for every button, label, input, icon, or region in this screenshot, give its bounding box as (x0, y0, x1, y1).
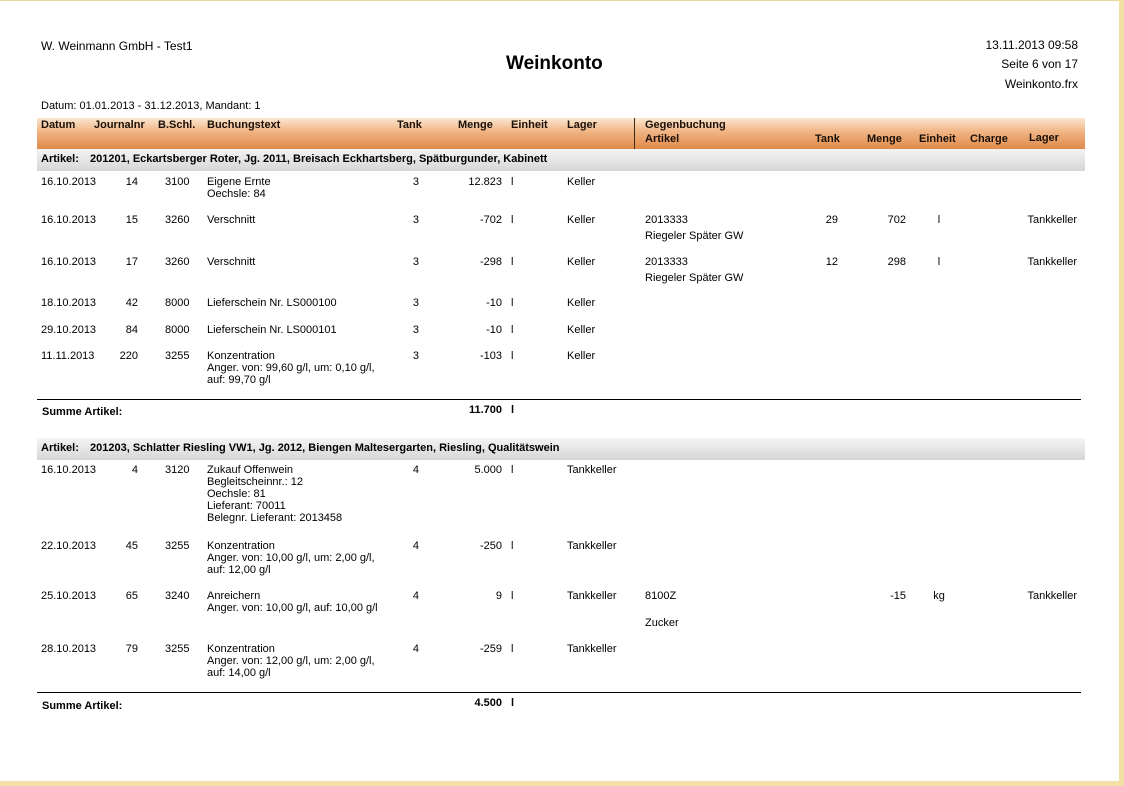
cell-gegen-lager: Tankkeller (1027, 214, 1077, 226)
cell-menge: 12.823 (468, 176, 502, 188)
cell-tank: 3 (412, 256, 419, 268)
cell-tank: 4 (412, 643, 419, 655)
cell-tank: 4 (412, 464, 419, 476)
cell-menge: -103 (479, 350, 502, 362)
cell-buchungstext (207, 176, 271, 200)
buchungstext-line: auf: 12,00 g/l (207, 564, 271, 576)
buchungstext-line: Konzentration (207, 643, 275, 655)
cell-bschl: 3260 (165, 214, 190, 226)
cell-tank: 3 (412, 324, 419, 336)
article-group-title: 201203, Schlatter Riesling VW1, Jg. 2012, Biengen Maltesergarten, Riesling, Qualitätswein (90, 442, 560, 454)
cell-menge: 9 (495, 590, 502, 602)
cell-gegen-artikel: Riegeler Später GW (645, 230, 744, 242)
cell-lager: Keller (567, 297, 596, 309)
cell-gegen-lager: Tankkeller (1027, 590, 1077, 602)
col-header-g-einheit: Einheit (919, 133, 956, 145)
cell-tank: 4 (412, 540, 419, 552)
cell-gegen-artikel: 8100Z (645, 590, 677, 602)
buchungstext-line: Verschnitt (207, 256, 256, 268)
cell-lager: Keller (567, 324, 596, 336)
cell-lager: Tankkeller (567, 590, 617, 602)
report-file-name: Weinkonto.frx (1004, 77, 1078, 91)
cell-einheit: l (511, 256, 514, 268)
buchungstext-line: Oechsle: 84 (207, 188, 266, 200)
cell-journalnr: 17 (125, 256, 138, 268)
cell-menge: -10 (486, 324, 502, 336)
cell-menge: -250 (479, 540, 502, 552)
column-header-separator (634, 118, 635, 149)
cell-menge: 5.000 (474, 464, 502, 476)
buchungstext-line: Konzentration (207, 350, 275, 362)
cell-buchungstext (207, 590, 378, 614)
cell-gegen-menge: -15 (890, 590, 906, 602)
cell-gegen-menge: 298 (887, 256, 906, 268)
page-frame-bottom (0, 781, 1124, 786)
cell-gegen-einheit: kg (933, 590, 945, 602)
buchungstext-line: Anger. von: 12,00 g/l, um: 2,00 g/l, (207, 655, 375, 667)
sum-rule (37, 399, 1081, 400)
col-header-g-tank: Tank (815, 133, 840, 145)
cell-buchungstext (207, 214, 255, 226)
cell-gegen-menge: 702 (887, 214, 906, 226)
cell-gegen-artikel: 2013333 (645, 256, 688, 268)
cell-bschl: 3120 (165, 464, 190, 476)
report-period: Datum: 01.01.2013 - 31.12.2013, Mandant: 1 (41, 100, 261, 112)
cell-journalnr: 42 (125, 297, 138, 309)
cell-lager: Keller (567, 256, 596, 268)
cell-lager: Tankkeller (567, 464, 617, 476)
cell-bschl: 3255 (165, 643, 190, 655)
cell-tank: 3 (412, 350, 419, 362)
buchungstext-line: Verschnitt (207, 214, 256, 226)
cell-datum: 22.10.2013 (41, 540, 97, 552)
cell-einheit: l (511, 540, 514, 552)
cell-einheit: l (511, 643, 514, 655)
cell-einheit: l (511, 297, 514, 309)
article-group-title: 201201, Eckartsberger Roter, Jg. 2011, Breisach Eckhartsberg, Spätburgunder, Kabinett (90, 153, 548, 165)
cell-journalnr: 14 (125, 176, 138, 188)
cell-datum: 16.10.2013 (41, 214, 97, 226)
cell-bschl: 8000 (165, 324, 190, 336)
buchungstext-line: Konzentration (207, 540, 275, 552)
cell-bschl: 3255 (165, 540, 190, 552)
col-header-menge: Menge (458, 119, 493, 131)
sum-value: 11.700 (468, 404, 502, 416)
buchungstext-line: Eigene Ernte (207, 176, 271, 188)
cell-buchungstext (207, 464, 342, 524)
buchungstext-line: Anger. von: 10,00 g/l, auf: 10,00 g/l (207, 602, 378, 614)
buchungstext-line: Anger. von: 10,00 g/l, um: 2,00 g/l, (207, 552, 375, 564)
cell-tank: 3 (412, 297, 419, 309)
cell-buchungstext (207, 256, 255, 268)
col-header-buchungstext: Buchungstext (207, 119, 281, 131)
col-header-journalnr: Journalnr (94, 119, 145, 131)
cell-gegen-einheit: l (937, 214, 941, 226)
cell-journalnr: 220 (119, 350, 138, 362)
cell-einheit: l (511, 176, 514, 188)
col-header-g-artikel: Artikel (645, 133, 680, 145)
cell-journalnr: 4 (131, 464, 138, 476)
cell-journalnr: 84 (125, 324, 138, 336)
cell-datum: 16.10.2013 (41, 256, 97, 268)
company-name: W. Weinmann GmbH - Test1 (41, 39, 193, 53)
buchungstext-line: Anger. von: 99,60 g/l, um: 0,10 g/l, (207, 362, 375, 374)
buchungstext-line: Lieferant: 70011 (207, 500, 286, 512)
page-number: Seite 6 von 17 (1001, 57, 1078, 71)
col-header-bschl: B.Schl. (158, 119, 196, 131)
cell-buchungstext (207, 350, 375, 386)
cell-tank: 3 (412, 214, 419, 226)
cell-datum: 11.11.2013 (41, 350, 95, 362)
buchungstext-line: Begleitscheinnr.: 12 (207, 476, 304, 488)
buchungstext-line: Lieferschein Nr. LS000100 (207, 297, 337, 309)
cell-datum: 16.10.2013 (41, 176, 97, 188)
article-group-label: Artikel: (41, 153, 79, 165)
cell-einheit: l (511, 590, 514, 602)
buchungstext-line: Lieferschein Nr. LS000101 (207, 324, 337, 336)
cell-buchungstext (207, 297, 337, 309)
cell-gegen-lager: Tankkeller (1027, 256, 1077, 268)
cell-menge: -10 (486, 297, 502, 309)
cell-datum: 29.10.2013 (41, 324, 97, 336)
cell-gegen-artikel: Zucker (645, 617, 679, 629)
cell-journalnr: 15 (125, 214, 138, 226)
cell-bschl: 3240 (165, 590, 190, 602)
sum-rule (37, 692, 1081, 693)
buchungstext-line: Oechsle: 81 (207, 488, 266, 500)
cell-gegen-artikel: 2013333 (645, 214, 688, 226)
sum-value: 4.500 (474, 697, 502, 709)
cell-gegen-tank: 29 (825, 214, 838, 226)
buchungstext-line: auf: 99,70 g/l (207, 374, 271, 386)
col-header-gegenbuchung: Gegenbuchung (645, 119, 726, 131)
buchungstext-line: Zukauf Offenwein (207, 464, 294, 476)
col-header-g-charge: Charge (970, 133, 1008, 145)
cell-datum: 16.10.2013 (41, 464, 97, 476)
cell-gegen-tank: 12 (825, 256, 838, 268)
page-frame-top (0, 0, 1124, 1)
cell-journalnr: 79 (125, 643, 138, 655)
col-header-g-lager: Lager (1029, 132, 1059, 144)
cell-buchungstext (207, 540, 375, 576)
cell-menge: -702 (479, 214, 502, 226)
col-header-datum: Datum (41, 119, 76, 131)
cell-einheit: l (511, 464, 514, 476)
buchungstext-line: auf: 14,00 g/l (207, 667, 271, 679)
cell-bschl: 3255 (165, 350, 190, 362)
cell-menge: -259 (479, 643, 502, 655)
cell-lager: Keller (567, 176, 596, 188)
cell-tank: 4 (412, 590, 419, 602)
cell-buchungstext (207, 643, 375, 679)
cell-einheit: l (511, 324, 514, 336)
report-title: Weinkonto (506, 53, 603, 74)
cell-lager: Tankkeller (567, 643, 617, 655)
col-header-tank: Tank (397, 119, 422, 131)
cell-datum: 25.10.2013 (41, 590, 97, 602)
cell-journalnr: 45 (125, 540, 138, 552)
cell-einheit: l (511, 350, 514, 362)
print-date-time: 13.11.2013 09:58 (985, 38, 1078, 52)
cell-datum: 18.10.2013 (41, 297, 97, 309)
article-group-label: Artikel: (41, 442, 79, 454)
sum-unit: l (511, 697, 515, 709)
col-header-lager: Lager (567, 119, 597, 131)
cell-gegen-artikel: Riegeler Später GW (645, 272, 744, 284)
cell-gegen-einheit: l (937, 256, 941, 268)
cell-tank: 3 (412, 176, 419, 188)
cell-bschl: 8000 (165, 297, 190, 309)
buchungstext-line: Belegnr. Lieferant: 2013458 (207, 512, 343, 524)
col-header-g-menge: Menge (867, 133, 902, 145)
cell-bschl: 3100 (165, 176, 190, 188)
cell-buchungstext (207, 324, 337, 336)
cell-lager: Keller (567, 214, 596, 226)
cell-lager: Keller (567, 350, 596, 362)
cell-lager: Tankkeller (567, 540, 617, 552)
buchungstext-line: Anreichern (207, 590, 261, 602)
cell-journalnr: 65 (125, 590, 138, 602)
cell-menge: -298 (479, 256, 502, 268)
col-header-einheit: Einheit (511, 119, 548, 131)
page-frame-right (1119, 0, 1124, 786)
sum-label: Summe Artikel: (42, 406, 123, 418)
sum-label: Summe Artikel: (42, 700, 123, 712)
cell-datum: 28.10.2013 (41, 643, 97, 655)
sum-unit: l (511, 404, 515, 416)
cell-einheit: l (511, 214, 514, 226)
cell-bschl: 3260 (165, 256, 190, 268)
